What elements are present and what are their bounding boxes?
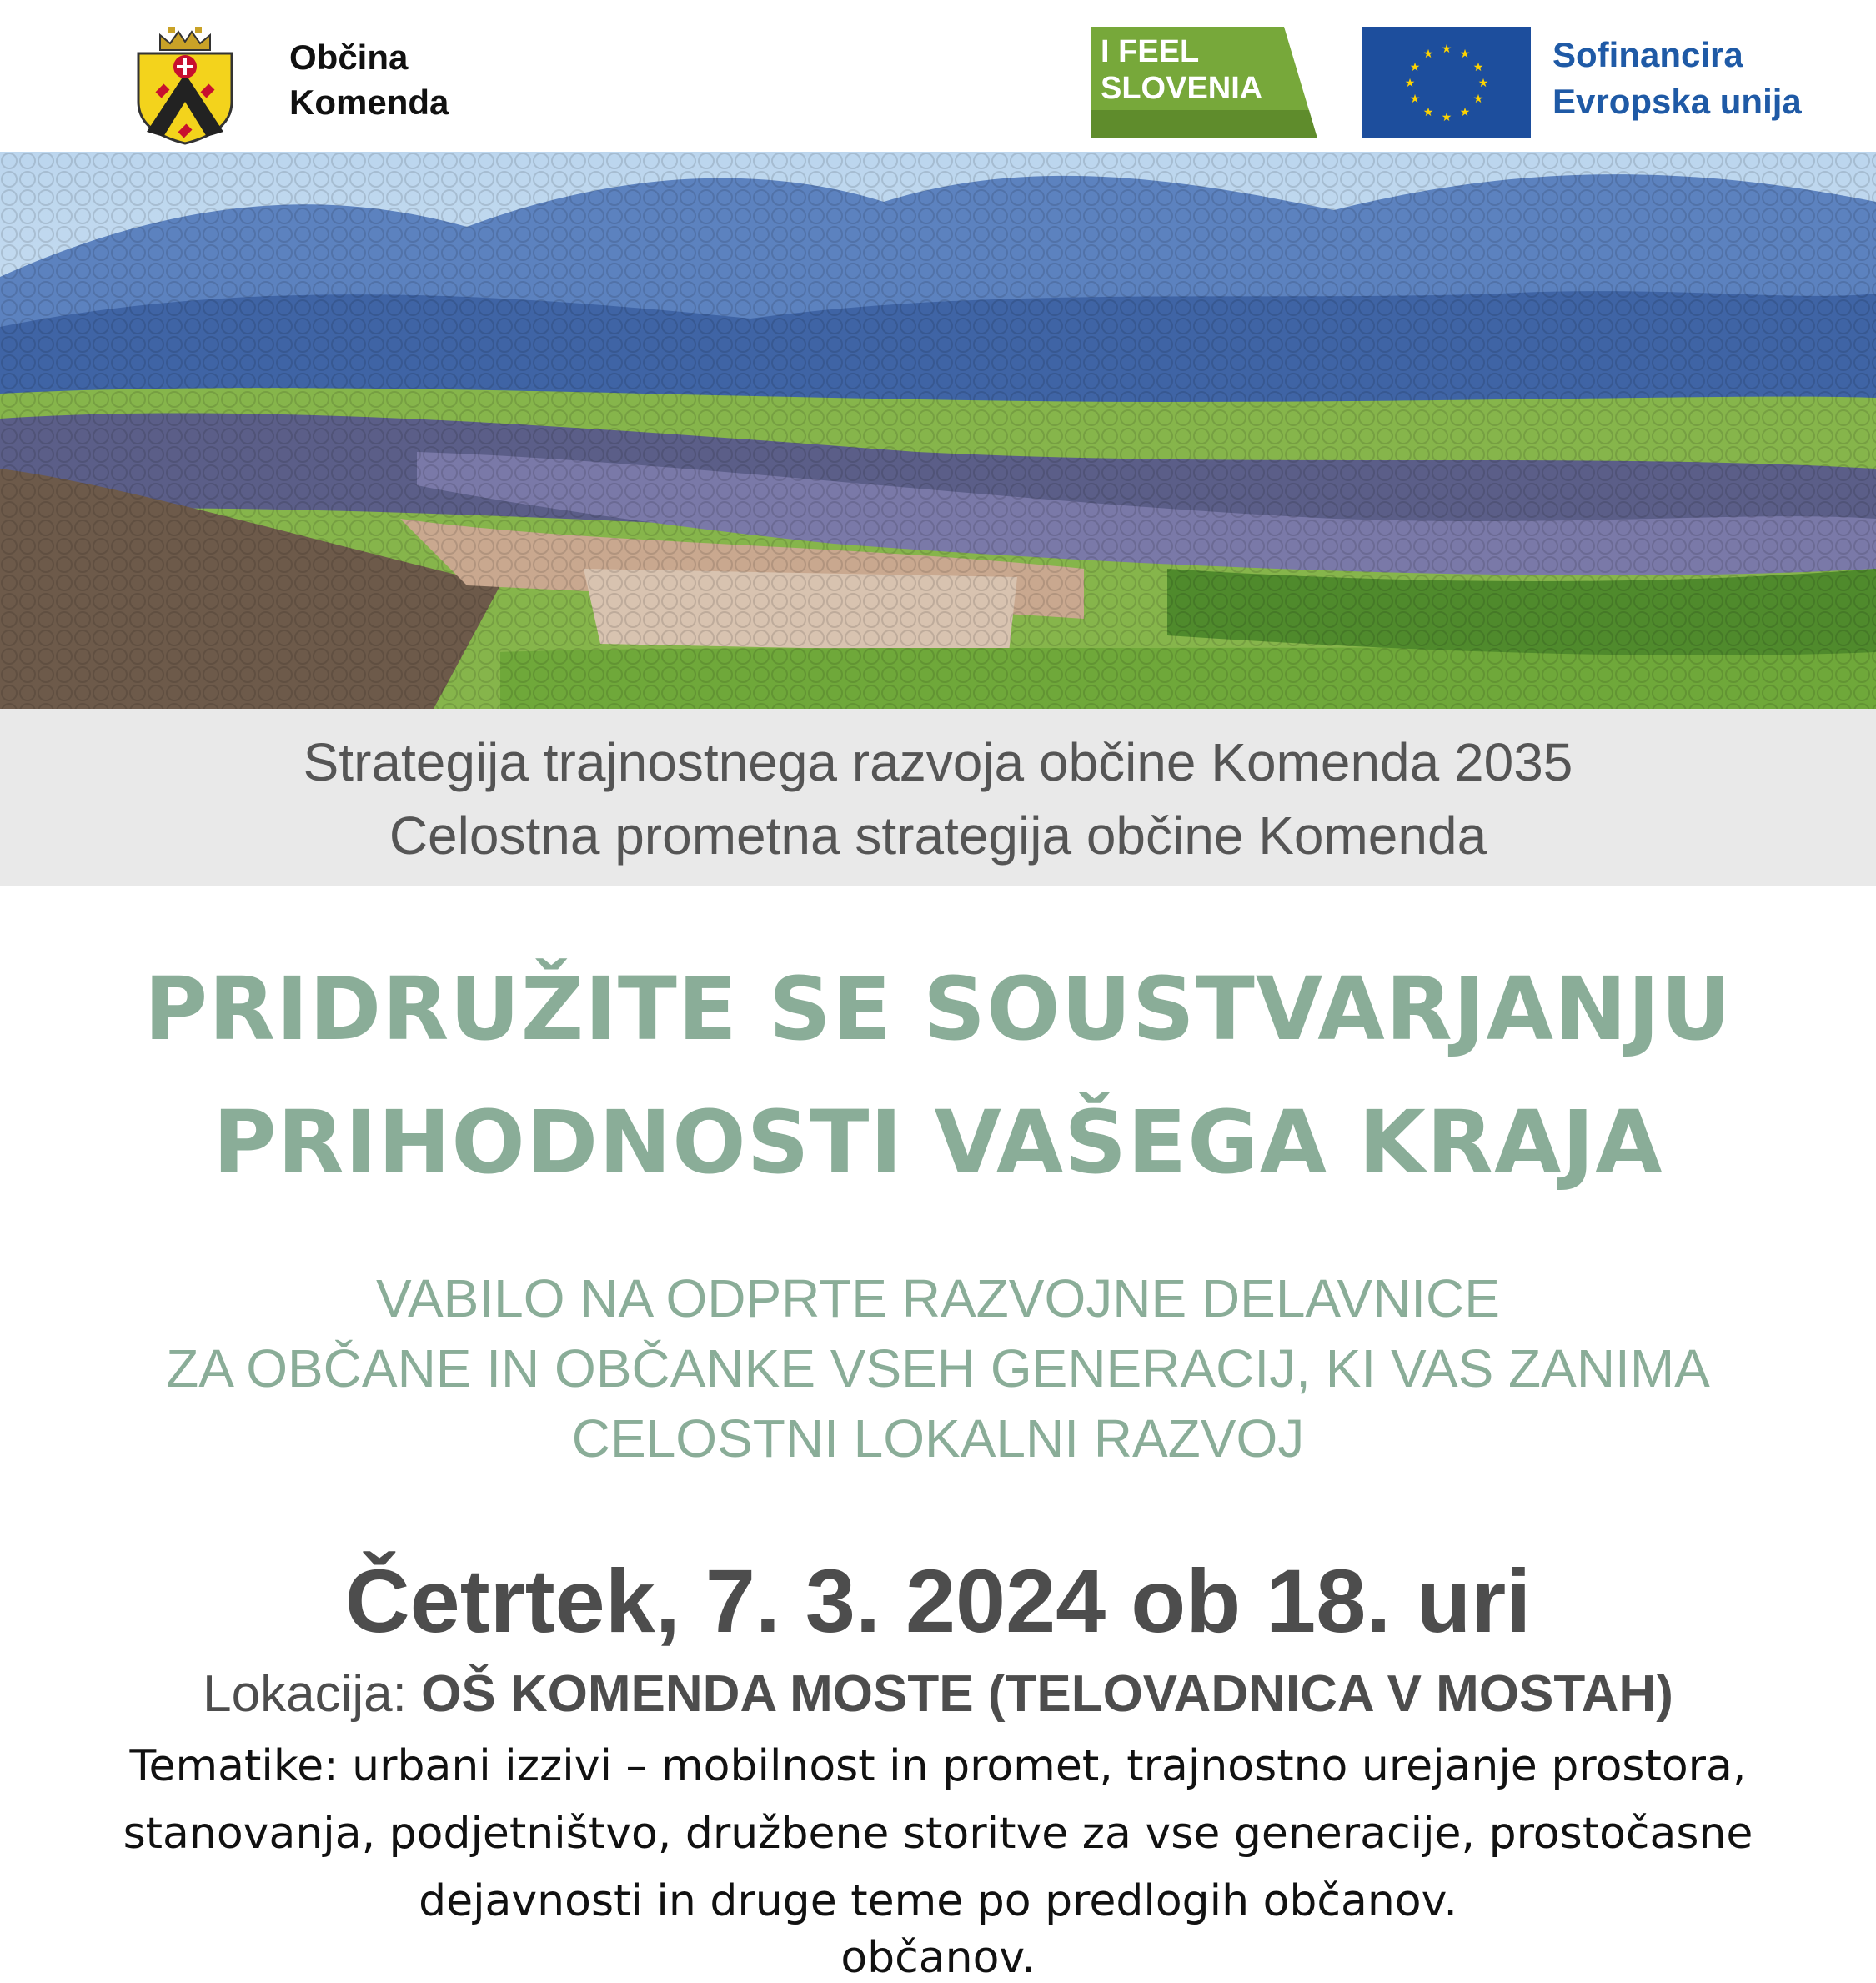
svg-text:★: ★ — [1409, 93, 1421, 106]
municipality-name — [289, 35, 449, 125]
eu-cofunding-text — [1552, 32, 1802, 125]
invitation-line3: CELOSTNI LOKALNI RAZVOJ — [571, 1408, 1305, 1468]
svg-text:★: ★ — [1422, 106, 1434, 119]
svg-text:★: ★ — [1459, 48, 1471, 61]
municipality-crest-icon — [135, 25, 235, 146]
svg-text:★: ★ — [1472, 93, 1484, 106]
event-date: Četrtek, 7. 3. 2024 ob 18. uri — [344, 1550, 1532, 1651]
eu-flag-icon — [1362, 27, 1531, 138]
headline-line2: PRIHODNOSTI VAŠEGA KRAJA — [213, 1092, 1663, 1193]
strategy-band — [0, 709, 1876, 886]
topics-line3: dejavnosti in druge teme po predlogih občanov. — [419, 1876, 1457, 1926]
svg-text:★: ★ — [1477, 77, 1489, 90]
landscape-image — [0, 152, 1876, 709]
headline-line1: PRIDRUŽITE SE SOUSTVARJANJU — [143, 958, 1733, 1060]
svg-text:★: ★ — [1422, 48, 1434, 61]
location-label: Lokacija: — [203, 1665, 422, 1723]
svg-text:★: ★ — [1441, 111, 1452, 124]
headline — [0, 942, 1876, 1209]
event-location — [0, 1664, 1876, 1725]
eu-line2: Evropska unija — [1552, 82, 1802, 121]
topics-line1: Tematike: urbani izzivi – mobilnost in promet, trajnostno urejanje prostora, — [129, 1741, 1747, 1791]
svg-text:★: ★ — [1472, 61, 1484, 74]
topics-tail: občanov. — [840, 1933, 1036, 1983]
municipality-line2: Komenda — [289, 83, 449, 122]
svg-text:★: ★ — [1459, 106, 1471, 119]
event-topics — [50, 1733, 1826, 1935]
invitation-line1: VABILO NA ODPRTE RAZVOJNE DELAVNICE — [376, 1268, 1500, 1328]
municipality-line1: Občina — [289, 38, 409, 77]
i-feel-slovenia-logo — [1091, 27, 1317, 138]
strategy-line1: Strategija trajnostnega razvoja občine Komenda 2035 — [303, 732, 1573, 792]
location-value: OŠ KOMENDA MOSTE (TELOVADNICA V MOSTAH) — [421, 1665, 1673, 1723]
feel-logo-line1: I FEEL — [1101, 34, 1200, 69]
invitation-text — [0, 1263, 1876, 1473]
svg-text:★: ★ — [1409, 61, 1421, 74]
svg-text:★: ★ — [1441, 43, 1452, 56]
eu-line1: Sofinancira — [1552, 35, 1743, 74]
strategy-line2: Celostna prometna strategija občine Komenda — [389, 806, 1487, 866]
svg-text:★: ★ — [1404, 77, 1416, 90]
topics-line2: stanovanja, podjetništvo, družbene storitve za vse generacije, prostočasne — [123, 1809, 1753, 1859]
invitation-line2: ZA OBČANE IN OBČANKE VSEH GENERACIJ, KI VAS ZANIMA — [166, 1338, 1710, 1398]
header — [0, 0, 1876, 152]
feel-logo-line2: SLOVENIA — [1101, 71, 1263, 106]
